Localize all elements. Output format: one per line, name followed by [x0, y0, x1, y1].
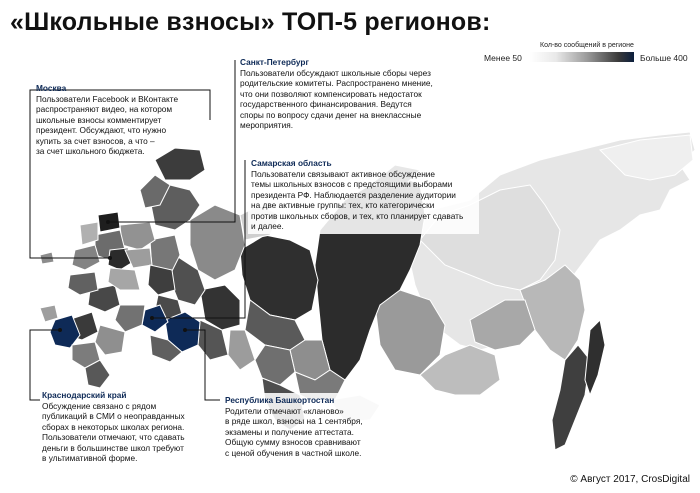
region-primorye — [552, 345, 590, 450]
callout-spb-text: Пользователи обсуждают школьные сборы через родительские комитеты. Распространено мнение, что они позволяют компенсировать недостаток государственного финансирования. Ведутся споры по вопросу сдачи денег на внеклассные мероприятия. — [240, 67, 433, 130]
callout-moscow — [36, 83, 221, 157]
region-novosibirsk — [255, 345, 295, 385]
region-kursk — [68, 272, 98, 295]
region-sakhalin — [585, 320, 605, 395]
callout-spb-heading: Санкт-Петербург — [240, 57, 309, 67]
legend-max-label: Больше 400 — [640, 53, 688, 63]
callout-krasnodar-heading: Краснодарский край — [42, 390, 127, 400]
callout-moscow-heading: Москва — [36, 83, 67, 93]
region-saratov — [115, 305, 145, 332]
page-title: «Школьные взносы» ТОП-5 регионов: — [10, 8, 491, 36]
region-komi — [190, 205, 245, 280]
copyright-footer: © Август 2017, CrosDigital — [570, 474, 690, 485]
callout-bashkortostan-text: Родители отмечают «кланово» в ряде школ, взносы на 1 сентября, экзамены и получение аттестата. Общую сумму взносов сравнивают с ценой обучения в частной школе. — [225, 405, 363, 458]
callout-bashkortostan — [222, 393, 388, 460]
callout-bashkortostan-heading: Республика Башкортостан — [225, 395, 335, 405]
callout-samara-text: Пользователи связывают активное обсуждение темы школьных взносов с предстоящими выборами президента РФ. Наблюдается разделение аудитории на две активные группы: тех, кто категорически против школьных сборов, и тех, кто планирует сдавать и далее. — [251, 168, 464, 231]
callout-spb — [240, 57, 470, 131]
region-nizhny — [148, 265, 175, 295]
callout-samara — [248, 156, 479, 234]
callout-samara-heading: Самарская область — [251, 158, 332, 168]
callout-krasnodar — [42, 390, 222, 464]
legend-title: Кол-во сообщений в регионе — [540, 42, 634, 49]
callout-krasnodar-text: Обсуждение связано с рядом публикаций в СМИ о неоправданных сборах в некоторых школах региона. Пользователи отмечают, что сдавать деньги в большинстве школ требуют в ультимативной форме. — [42, 400, 185, 463]
region-omsk — [228, 330, 255, 370]
legend-min-label: Менее 50 — [484, 53, 522, 63]
callout-moscow-text: Пользователи Facebook и ВКонтакте распространяют видео, на котором школьные взносы комментирует президент. Обсуждают, что нужно купить за счет взносов, а что – за счет школьного бюджета. — [36, 93, 179, 156]
region-vologda — [120, 222, 155, 250]
region-volgograd — [95, 325, 125, 355]
